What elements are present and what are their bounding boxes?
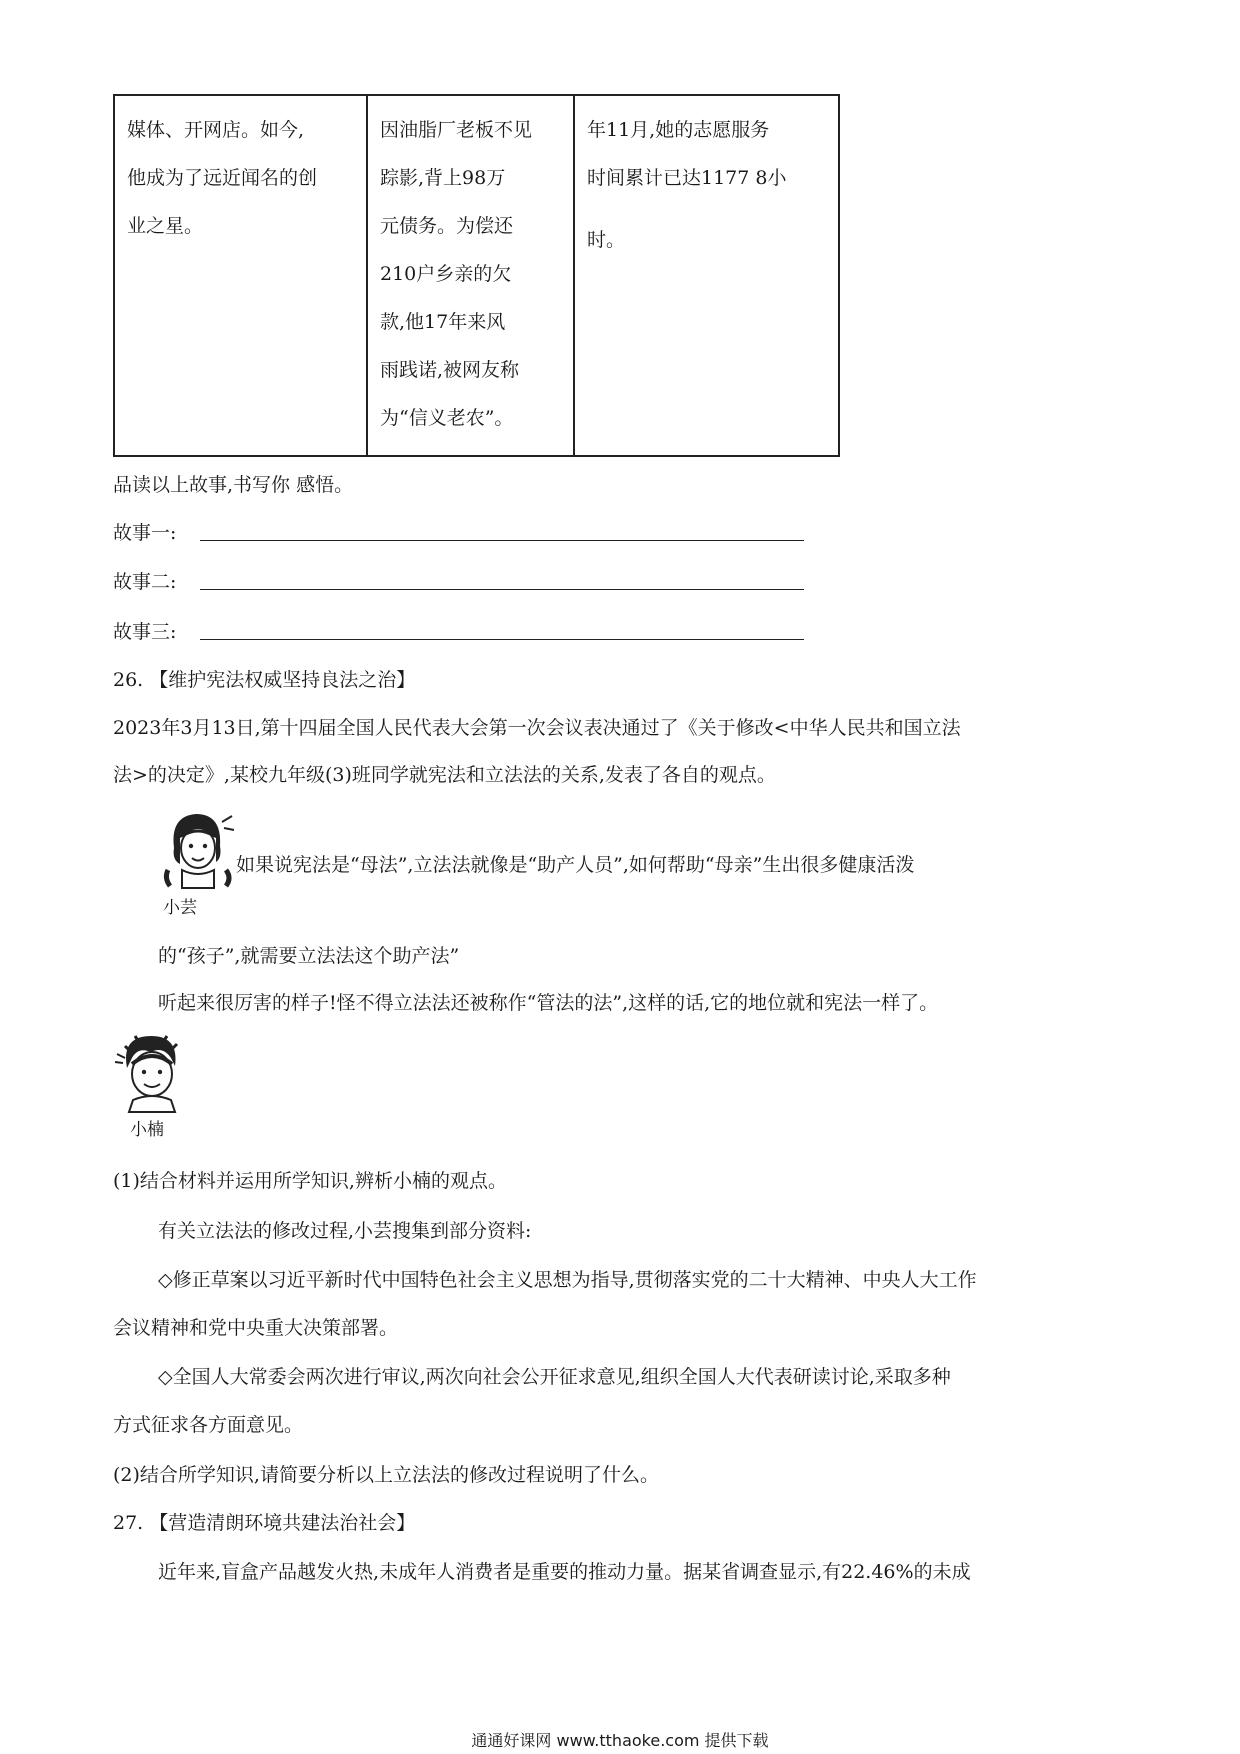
story-cell-2 (367, 95, 574, 456)
story-table (113, 94, 840, 457)
story2-line: 踪影,背上98万 (380, 167, 506, 189)
q26-intro-line: 2023年3月13日,第十四届全国人民代表大会第一次会议表决通过了《关于修改<中华人民共和国立法 (113, 717, 961, 739)
story3-line: 年11月,她的志愿服务 (587, 119, 770, 141)
bullet2-line: ◇全国人大常委会两次进行审议,两次向社会公开征求意见,组织全国人大代表研读讨论,采取多种 (158, 1366, 951, 1388)
q27-line: 近年来,盲盒产品越发火热,未成年人消费者是重要的推动力量。据某省调查显示,有22.46%的未成 (158, 1561, 971, 1583)
material-intro: 有关立法法的修改过程,小芸搜集到部分资料: (158, 1220, 532, 1242)
story2-line: 因油脂厂老板不见 (380, 119, 533, 141)
q26-intro-line: 法>的决定》,某校九年级(3)班同学就宪法和立法法的关系,发表了各自的观点。 (113, 764, 776, 786)
xiaoyun-speech-line: 如果说宪法是“母法”,立法法就像是“助产人员”,如何帮助“母亲”生出很多健康活泼 (236, 854, 915, 876)
xiaoyun-avatar-icon (160, 808, 240, 892)
story2-answer-line[interactable] (200, 589, 804, 590)
bullet1-line: ◇修正草案以习近平新时代中国特色社会主义思想为指导,贯彻落实党的二十大精神、中央人大工作 (158, 1269, 977, 1291)
story-cell-1 (114, 95, 367, 456)
story1-line: 他成为了远近闻名的创 (127, 167, 318, 189)
story3-line: 时间累计已达1177 8小 (587, 167, 787, 189)
story2-line: 雨践诺,被网友称 (380, 359, 520, 381)
story2-line: 款,他17年来风 (380, 311, 506, 333)
story2-label: 故事二: (113, 571, 177, 593)
story1-line: 媒体、开网店。如今, (127, 119, 305, 141)
story1-line: 业之星。 (127, 215, 204, 237)
xiaonan-avatar-icon (113, 1030, 189, 1114)
story-cell-3 (574, 95, 839, 456)
bullet1-line: 会议精神和党中央重大决策部署。 (113, 1317, 399, 1339)
q26-sub2: (2)结合所学知识,请简要分析以上立法法的修改过程说明了什么。 (113, 1464, 659, 1486)
story2-line: 210户乡亲的欠 (380, 263, 512, 285)
story3-label: 故事三: (113, 621, 177, 643)
xiaoyun-speech-line: 的“孩子”,就需要立法法这个助产法” (158, 945, 460, 967)
xiaonan-name: 小楠 (130, 1120, 164, 1140)
story1-label: 故事一: (113, 522, 177, 544)
xiaoyun-name: 小芸 (163, 898, 197, 918)
story3-line: 时。 (587, 229, 626, 251)
q27-heading: 27. 【营造清朗环境共建法治社会】 (113, 1512, 416, 1534)
q26-sub1: (1)结合材料并运用所学知识,辨析小楠的观点。 (113, 1170, 507, 1192)
xiaonan-speech-line: 听起来很厉害的样子!怪不得立法法还被称作“管法的法”,这样的话,它的地位就和宪法一样了。 (158, 992, 939, 1014)
bullet2-line: 方式征求各方面意见。 (113, 1414, 304, 1436)
q25-prompt: 品读以上故事,书写你 感悟。 (113, 474, 354, 496)
story2-line: 为“信义老农”。 (380, 407, 514, 429)
story1-answer-line[interactable] (200, 540, 804, 541)
story2-line: 元债务。为偿还 (380, 215, 514, 237)
story3-answer-line[interactable] (200, 639, 804, 640)
q26-heading: 26. 【维护宪法权威坚持良法之治】 (113, 669, 416, 691)
footer-credit: 通通好课网 www.tthaoke.com 提供下载 (471, 1731, 769, 1750)
